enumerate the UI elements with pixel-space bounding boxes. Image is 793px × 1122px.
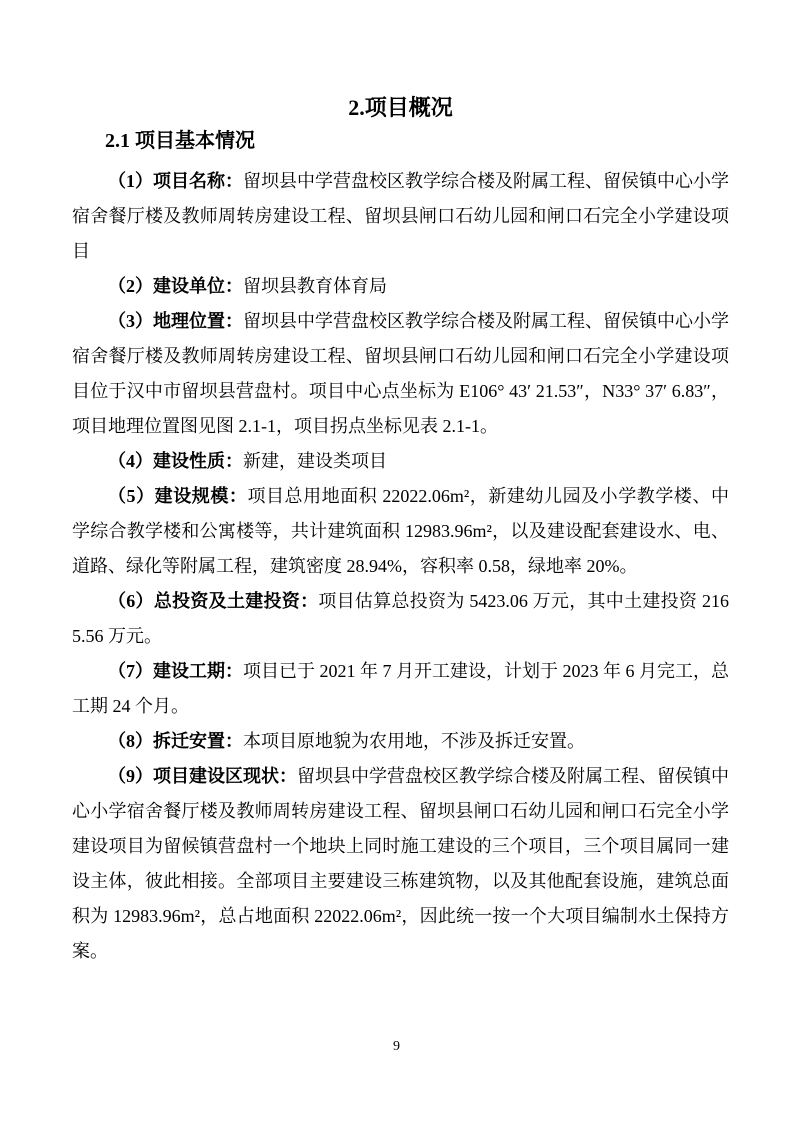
paragraph-text: 项目估算总投资为 5423.06 万元，其中土建投资 2165.56 万元。 xyxy=(72,591,729,646)
page-title: 2.项目概况 xyxy=(348,95,453,120)
paragraph-demolition-resettlement xyxy=(72,724,729,759)
paragraph-text: 留坝县中学营盘校区教学综合楼及附属工程、留侯镇中心小学宿舍餐厅楼及教师周转房建设工程、留坝县闸口石幼儿园和闸口石完全小学建设项目位于汉中市留坝县营盘村。项目中心点坐标为 E106° 43′ 21.53″，N33° 37′ 6.83″，项目地理位置图见图 2.1-1，项目拐点坐标见表 2.1-1。 xyxy=(72,311,729,436)
section-heading: 2.1 项目基本情况 xyxy=(105,130,255,152)
paragraph-text: 本项目原地貌为农用地，不涉及拆迁安置。 xyxy=(243,731,585,751)
paragraph-project-name xyxy=(72,164,729,269)
page-number: 9 xyxy=(393,1039,400,1054)
paragraph-text: 项目已于 2021 年 7 月开工建设，计划于 2023 年 6 月完工，总工期 24 个月。 xyxy=(72,661,729,716)
paragraph-label: （1）项目名称： xyxy=(108,171,243,191)
paragraph-label: （8）拆迁安置： xyxy=(108,731,243,751)
paragraph-label: （7）建设工期： xyxy=(108,661,243,681)
paragraph-geographic-location xyxy=(72,304,729,444)
paragraph-construction-nature xyxy=(72,444,729,479)
paragraph-text: 留坝县中学营盘校区教学综合楼及附属工程、留侯镇中心小学宿舍餐厅楼及教师周转房建设工程、留坝县闸口石幼儿园和闸口石完全小学建设项目为留候镇营盘村一个地块上同时施工建设的三个项目，三个项目属同一建设主体，彼此相接。全部项目主要建设三栋建筑物，以及其他配套设施，建筑总面积为 12983.96m²，总占地面积 22022.06m²，因此统一按一个大项目编制水土保持方案。 xyxy=(72,766,729,961)
paragraph-text: 新建，建设类项目 xyxy=(243,451,387,471)
paragraph-site-current-status xyxy=(72,759,729,969)
paragraph-construction-period xyxy=(72,654,729,724)
document-content xyxy=(72,94,729,969)
paragraph-text: 留坝县中学营盘校区教学综合楼及附属工程、留侯镇中心小学宿舍餐厅楼及教师周转房建设工程、留坝县闸口石幼儿园和闸口石完全小学建设项目 xyxy=(72,171,729,261)
paragraph-label: （2）建设单位： xyxy=(108,276,243,296)
paragraph-label: （9）项目建设区现状： xyxy=(108,766,297,786)
paragraph-label: （6）总投资及土建投资： xyxy=(108,591,319,611)
paragraph-label: （5）建设规模： xyxy=(108,486,248,506)
paragraph-total-investment xyxy=(72,584,729,654)
paragraph-construction-unit xyxy=(72,269,729,304)
paragraph-construction-scale xyxy=(72,479,729,584)
paragraph-label: （3）地理位置： xyxy=(108,311,243,331)
paragraph-text: 留坝县教育体育局 xyxy=(243,276,387,296)
paragraph-label: （4）建设性质： xyxy=(108,451,243,471)
paragraph-text: 项目总用地面积 22022.06m²，新建幼儿园及小学教学楼、中学综合教学楼和公寓楼等，共计建筑面积 12983.96m²，以及建设配套建设水、电、道路、绿化等附属工程，建筑密度 28.94%，容积率 0.58，绿地率 20%。 xyxy=(72,486,730,576)
